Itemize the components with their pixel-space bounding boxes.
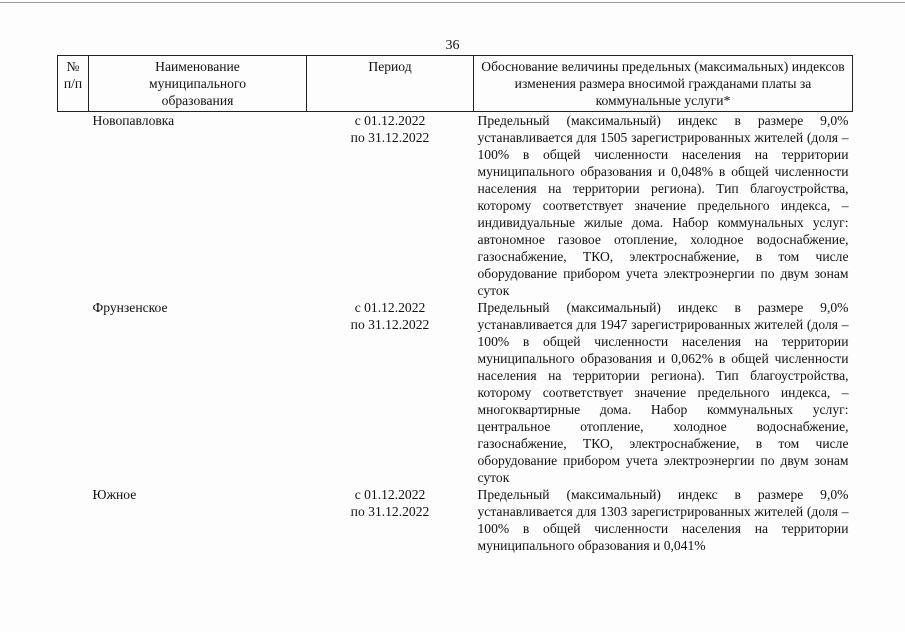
municipality-name: Фрунзенское [92, 300, 168, 315]
index-basis-text: Предельный (максимальный) индекс в размере 9,0% устанавливается для 1505 зарегистрированных жителей (доля – 100% в общей численности населения на территории муниципального образования и 0,048% в общей численности населения на территории региона). Тип благоустройства, которому соответствует значение предельного индекса, – индивидуальные жилые дома. Набор коммунальных услуг: автономное газовое отопление, холодное водоснабжение, газоснабжение, ТКО, электроснабжение, в том числе оборудование прибором учета электроэнергии по двум зонам суток [477, 113, 849, 298]
period-range: с 01.12.2022 по 31.12.2022 [350, 300, 430, 332]
tariff-index-table [57, 55, 853, 554]
row-number [58, 299, 89, 486]
header-number: № п/п [58, 56, 89, 112]
table-body [58, 112, 853, 555]
index-basis-text: Предельный (максимальный) индекс в размере 9,0% устанавливается для 1303 зарегистрированных жителей (доля – 100% в общей численности населения на территории муниципального образования и 0,041% [477, 487, 849, 553]
header-basis: Обоснование величины предельных (максимальных) индексов изменения размера вносимой гражданами платы за коммунальные услуги* [474, 56, 853, 112]
table-row [58, 112, 853, 300]
page-top-edge [0, 2, 905, 3]
table-row [58, 486, 853, 554]
table-header [58, 56, 853, 112]
table-row [58, 299, 853, 486]
index-basis-text: Предельный (максимальный) индекс в размере 9,0% устанавливается для 1947 зарегистрированных жителей (доля – 100% в общей численности населения на территории муниципального образования и 0,062% в общей численности населения на территории региона). Тип благоустройства, которому соответствует значение предельного индекса, – многоквартирные дома. Набор коммунальных услуг: центральное отопление, холодное водоснабжение, газоснабжение, ТКО, электроснабжение, в том числе оборудование прибором учета электроэнергии по двум зонам суток [477, 300, 849, 485]
period-range: с 01.12.2022 по 31.12.2022 [350, 487, 430, 519]
period-range: с 01.12.2022 по 31.12.2022 [350, 113, 430, 145]
row-number [58, 112, 89, 300]
page-number: 36 [445, 38, 460, 53]
header-municipality: Наименование муниципального образования [89, 56, 307, 112]
municipality-name: Новопавловка [92, 113, 175, 128]
municipality-name: Южное [92, 487, 137, 502]
row-number [58, 486, 89, 554]
header-period: Период [307, 56, 474, 112]
